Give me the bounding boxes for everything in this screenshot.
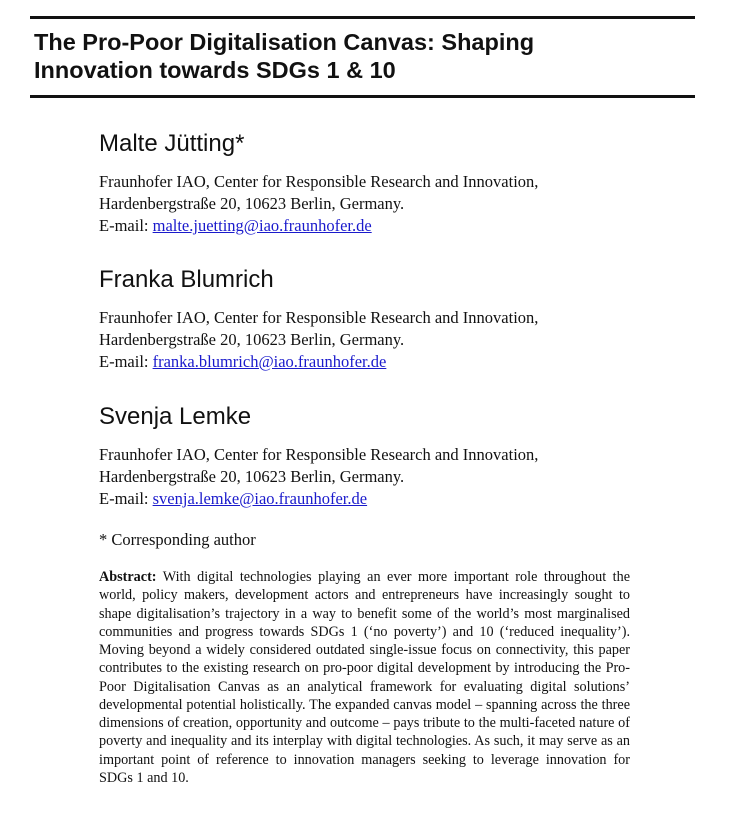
author-affiliation-1	[99, 171, 659, 237]
email-label: E-mail:	[99, 489, 153, 508]
email-label: E-mail:	[99, 352, 153, 371]
title-top-rule	[30, 16, 695, 19]
author-name-2: Franka Blumrich	[99, 266, 274, 293]
affiliation-line-2: Hardenbergstraße 20, 10623 Berlin, Germany.	[99, 467, 405, 486]
email-line	[99, 488, 659, 510]
abstract-label: Abstract:	[99, 569, 157, 585]
affiliation-line-1: Fraunhofer IAO, Center for Responsible Research and Innovation,	[99, 445, 539, 464]
author-name-1: Malte Jütting*	[99, 130, 245, 157]
title-bottom-rule	[30, 95, 695, 98]
affiliation-line-1: Fraunhofer IAO, Center for Responsible Research and Innovation,	[99, 308, 539, 327]
email-line	[99, 351, 659, 373]
abstract-text: With digital technologies playing an ever more important role throughout the world, policy makers, development actors and entrepreneurs have increasingly sought to shape digitalisation’s trajectory in a way to benefit some of the world’s most marginalised communities and progress towards SDGs 1 (‘no poverty’) and 10 (‘reduced inequality’). Moving beyond a widely considered outdated single-issue focus on connectivity, this paper contributes to the existing research on pro-poor digital development by introducing the Pro-Poor Digitalisation Canvas as an analytical framework for evaluating digital solutions’ developmental potential holistically. The expanded canvas model – spanning across the three dimensions of creation, opportunity and outcome – pays tribute to the multi-faceted nature of poverty and inequality and its interplay with digital technologies. As such, it may serve as an important point of reference to innovation managers seeking to leverage innovation for SDGs 1 and 10.	[99, 569, 630, 786]
corresponding-author-note: * Corresponding author	[99, 530, 256, 549]
author-affiliation-3	[99, 444, 659, 510]
author-affiliation-2	[99, 307, 659, 373]
affiliation-line-2: Hardenbergstraße 20, 10623 Berlin, Germany.	[99, 330, 405, 349]
email-label: E-mail:	[99, 216, 153, 235]
author-name-3: Svenja Lemke	[99, 403, 252, 430]
abstract	[99, 568, 630, 787]
paper-title	[34, 28, 674, 84]
email-line	[99, 215, 659, 237]
email-link-2[interactable]: franka.blumrich@iao.fraunhofer.de	[152, 352, 387, 371]
paper-title-line-2: Innovation towards SDGs 1 & 10	[34, 57, 396, 83]
paper-title-line-1: The Pro-Poor Digitalisation Canvas: Shaping	[34, 29, 535, 55]
affiliation-line-1: Fraunhofer IAO, Center for Responsible Research and Innovation,	[99, 172, 539, 191]
email-link-3[interactable]: svenja.lemke@iao.fraunhofer.de	[152, 489, 368, 508]
affiliation-line-2: Hardenbergstraße 20, 10623 Berlin, Germany.	[99, 194, 405, 213]
email-link-1[interactable]: malte.juetting@iao.fraunhofer.de	[152, 216, 372, 235]
